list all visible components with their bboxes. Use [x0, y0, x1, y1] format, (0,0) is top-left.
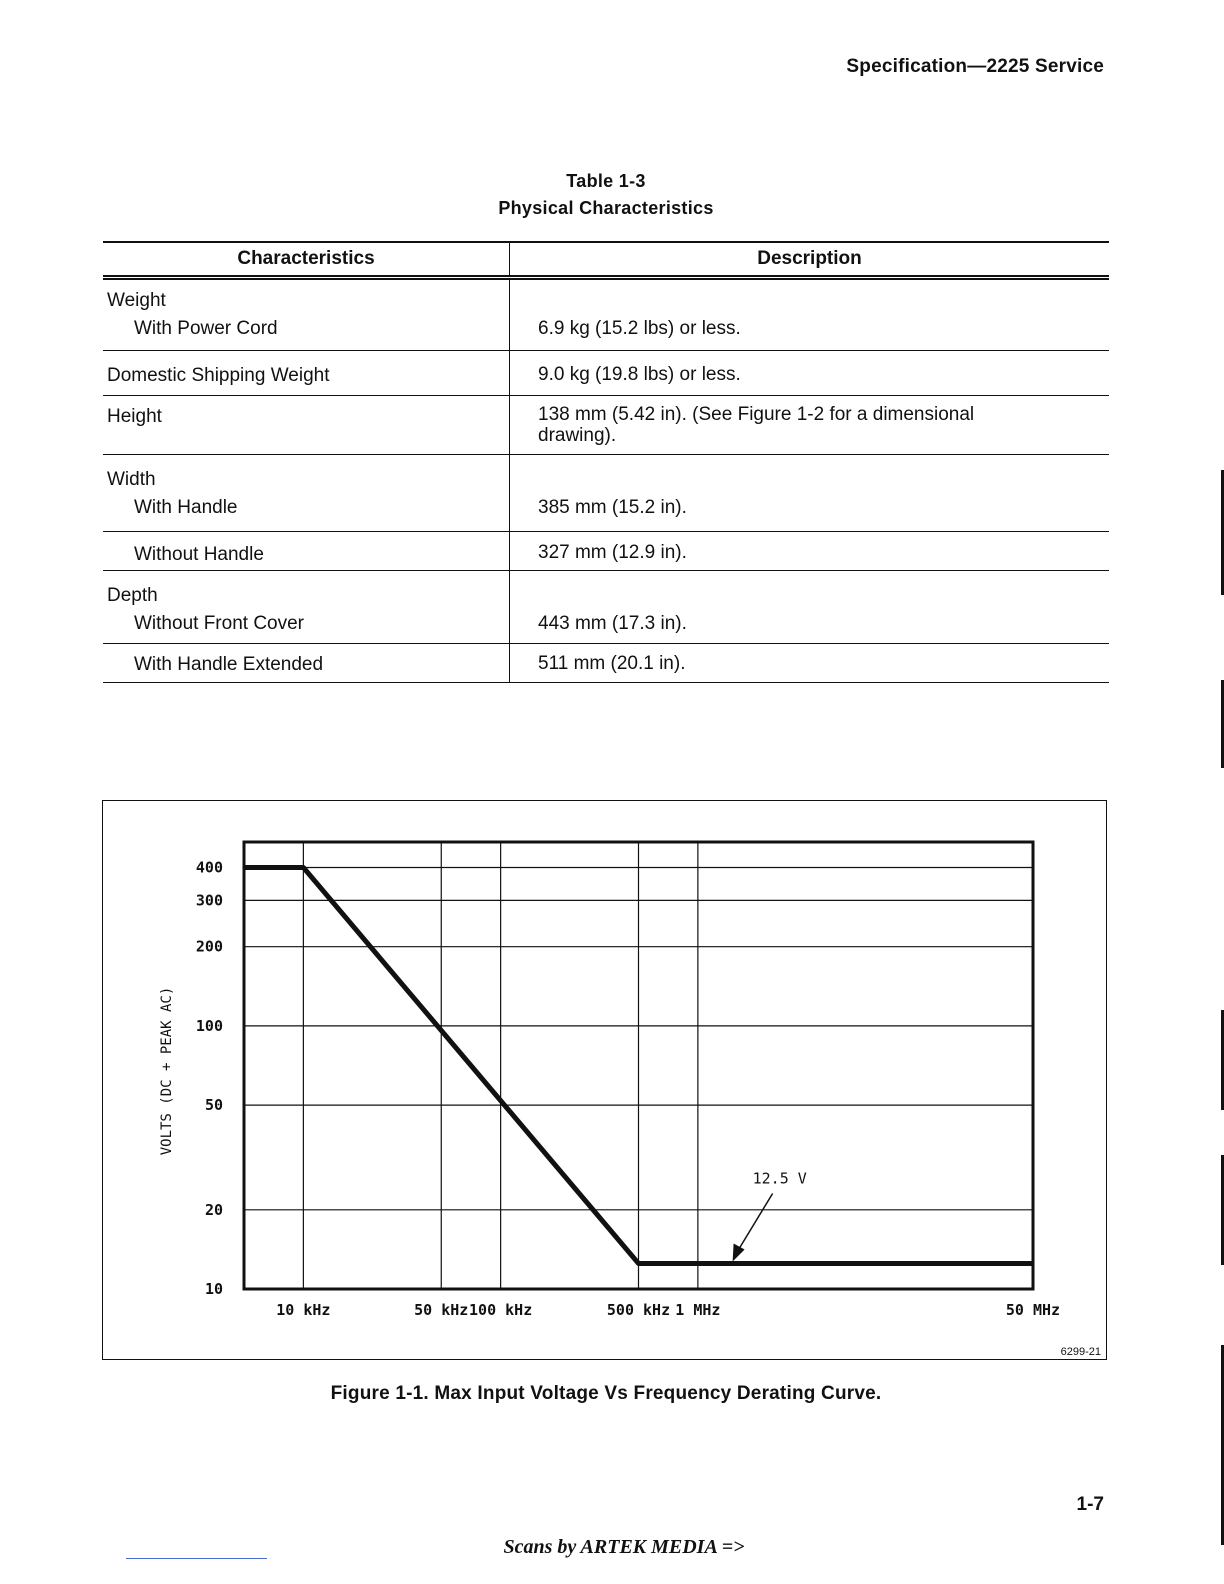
description-value: 9.0 kg (19.8 lbs) or less. — [538, 364, 741, 385]
table-row — [103, 613, 1109, 644]
table-row — [103, 396, 1109, 455]
characteristic-label: With Handle Extended — [134, 654, 324, 675]
header-characteristics: Characteristics — [103, 242, 510, 278]
description-value: 385 mm (15.2 in). — [538, 497, 687, 518]
physical-characteristics-table — [103, 241, 1109, 683]
description-value: 138 mm (5.42 in). (See Figure 1-2 for a dimensional drawing). — [538, 404, 975, 446]
table-row — [103, 497, 1109, 532]
footer-credit: Scans by ARTEK MEDIA => — [503, 1536, 745, 1558]
table-title: Physical Characteristics — [498, 198, 714, 218]
figure-caption: Figure 1-1. Max Input Voltage Vs Frequency Derating Curve. — [330, 1383, 882, 1404]
table-caption — [0, 168, 1212, 222]
page-header-title: Specification—2225 Service — [846, 56, 1104, 77]
table-row — [103, 318, 1109, 351]
y-tick-label: 400 — [195, 858, 223, 877]
figure-frame — [102, 800, 1107, 1360]
characteristic-label: With Handle — [134, 497, 238, 518]
table-header-row — [103, 242, 1109, 278]
characteristic-label: Without Handle — [134, 544, 264, 565]
y-tick-label: 10 — [204, 1280, 223, 1298]
x-tick-label: 500 kHz — [606, 1301, 671, 1319]
x-tick-label: 1 MHz — [675, 1301, 721, 1319]
description-value: 6.9 kg (15.2 lbs) or less. — [538, 318, 741, 339]
table-row — [103, 644, 1109, 683]
x-tick-label: 100 kHz — [469, 1301, 533, 1319]
x-tick-labels — [276, 1301, 1060, 1319]
y-tick-label: 50 — [204, 1096, 223, 1115]
group-label-weight: Weight — [107, 290, 166, 311]
annotation-arrow-line — [739, 1194, 773, 1250]
description-value: 443 mm (17.3 in). — [538, 613, 687, 634]
y-tick-label: 300 — [195, 891, 223, 910]
characteristic-label: With Power Cord — [134, 318, 278, 339]
characteristic-label: Domestic Shipping Weight — [107, 365, 330, 386]
characteristic-label: Height — [107, 406, 162, 427]
table-row — [103, 455, 1109, 498]
table-row — [103, 278, 1109, 319]
table-row — [103, 351, 1109, 396]
table-row — [103, 532, 1109, 571]
x-tick-label: 50 kHz — [414, 1301, 469, 1319]
characteristic-label: Without Front Cover — [134, 613, 304, 634]
page-number: 1-7 — [1076, 1494, 1104, 1515]
annotation-arrow-head — [733, 1244, 745, 1262]
grid-lines — [244, 842, 1033, 1289]
group-label-width: Width — [107, 469, 156, 490]
annotation-label: 12.5 V — [752, 1169, 807, 1188]
x-tick-label: 10 kHz — [276, 1301, 331, 1319]
y-tick-label: 100 — [195, 1016, 223, 1035]
y-tick-label: 20 — [204, 1200, 223, 1219]
figure-id: 6299-21 — [1060, 1346, 1101, 1358]
y-axis-label: VOLTS (DC + PEAK AC) — [159, 986, 175, 1156]
y-tick-label: 200 — [195, 937, 223, 956]
x-tick-label: 50 MHz — [1005, 1301, 1061, 1319]
description-value: 511 mm (20.1 in). — [538, 653, 686, 674]
y-tick-labels — [196, 858, 223, 1298]
footer-link-underline — [126, 1558, 267, 1559]
header-description: Description — [510, 242, 1110, 278]
group-label-depth: Depth — [107, 585, 158, 606]
derating-chart — [103, 801, 1108, 1361]
table-row — [103, 571, 1109, 614]
annotation-12-5v — [733, 1170, 807, 1262]
description-value: 327 mm (12.9 in). — [538, 542, 687, 563]
table-number: Table 1-3 — [566, 171, 646, 191]
